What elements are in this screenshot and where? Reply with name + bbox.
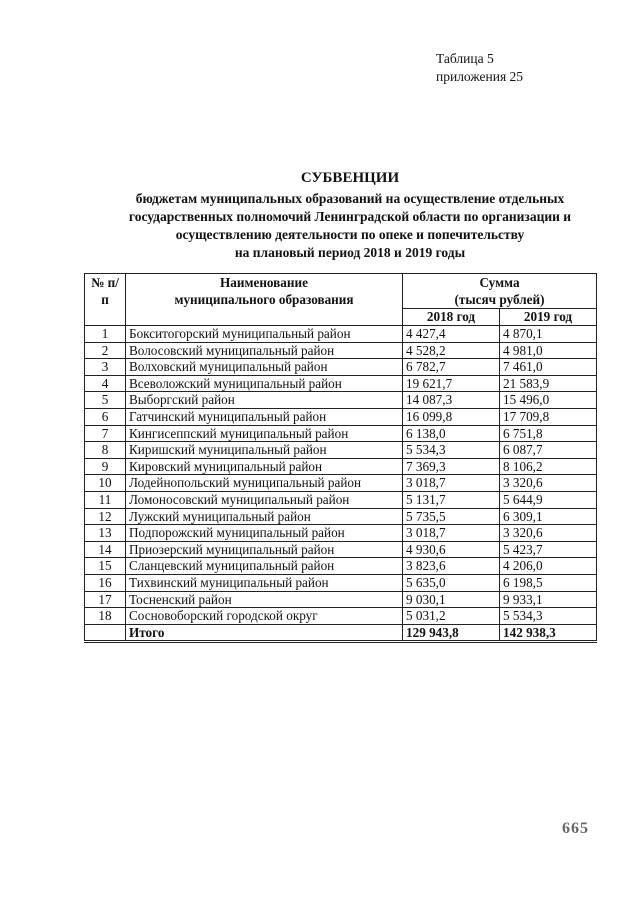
table-row — [85, 342, 597, 359]
table-row — [85, 458, 597, 475]
row-value-2018: 7 369,3 — [403, 458, 500, 475]
row-value-2018: 19 621,7 — [403, 375, 500, 392]
row-municipality: Бокситогорский муниципальный район — [126, 326, 403, 343]
row-number: 12 — [85, 508, 126, 525]
col-header-name-line2: муниципального образования — [174, 292, 354, 307]
title-line-1: бюджетам муниципальных образований на осуществление отдельных — [135, 191, 565, 206]
row-value-2018: 3 018,7 — [403, 525, 500, 542]
row-value-2019: 5 534,3 — [500, 608, 597, 625]
row-municipality: Киришский муниципальный район — [126, 442, 403, 459]
title-line-3: осуществлению деятельности по опеке и попечительству — [175, 227, 525, 242]
table-row — [85, 442, 597, 459]
table-row — [85, 558, 597, 575]
table-row — [85, 491, 597, 508]
row-value-2018: 14 087,3 — [403, 392, 500, 409]
table-row — [85, 359, 597, 376]
row-number: 16 — [85, 574, 126, 591]
row-municipality: Выборгский район — [126, 392, 403, 409]
document-title — [60, 169, 640, 262]
table-row — [85, 326, 597, 343]
table-row — [85, 525, 597, 542]
row-value-2018: 6 138,0 — [403, 425, 500, 442]
col-header-sum — [403, 274, 597, 309]
row-number: 8 — [85, 442, 126, 459]
table-reference — [436, 50, 523, 86]
title-main: СУБВЕНЦИИ — [300, 170, 400, 186]
row-municipality: Лужский муниципальный район — [126, 508, 403, 525]
row-value-2019: 9 933,1 — [500, 591, 597, 608]
row-number: 1 — [85, 326, 126, 343]
row-number: 11 — [85, 491, 126, 508]
row-municipality: Подпорожский муниципальный район — [126, 525, 403, 542]
col-header-2018: 2018 год — [403, 309, 500, 326]
row-municipality: Приозерский муниципальный район — [126, 541, 403, 558]
row-number: 15 — [85, 558, 126, 575]
table-body — [85, 326, 597, 625]
row-value-2018: 4 930,6 — [403, 541, 500, 558]
row-number: 10 — [85, 475, 126, 492]
total-label: Итого — [126, 624, 403, 642]
row-value-2019: 6 309,1 — [500, 508, 597, 525]
row-municipality: Волховский муниципальный район — [126, 359, 403, 376]
row-municipality: Тосненский район — [126, 591, 403, 608]
col-header-name-line1: Наименование — [220, 275, 308, 290]
row-value-2019: 7 461,0 — [500, 359, 597, 376]
row-municipality: Ломоносовский муниципальный район — [126, 491, 403, 508]
title-line-4: на плановый период 2018 и 2019 годы — [234, 245, 466, 260]
col-header-sum-line2: (тысяч рублей) — [454, 292, 545, 307]
row-value-2018: 3 823,6 — [403, 558, 500, 575]
title-line-2: государственных полномочий Ленинградской области по организации и — [128, 209, 572, 224]
row-value-2019: 6 751,8 — [500, 425, 597, 442]
row-municipality: Тихвинский муниципальный район — [126, 574, 403, 591]
row-number: 9 — [85, 458, 126, 475]
row-value-2018: 5 635,0 — [403, 574, 500, 591]
table-row — [85, 425, 597, 442]
row-municipality: Волосовский муниципальный район — [126, 342, 403, 359]
row-value-2018: 6 782,7 — [403, 359, 500, 376]
row-value-2019: 3 320,6 — [500, 475, 597, 492]
row-value-2018: 4 427,4 — [403, 326, 500, 343]
row-number: 13 — [85, 525, 126, 542]
row-value-2019: 5 644,9 — [500, 491, 597, 508]
col-header-2019: 2019 год — [500, 309, 597, 326]
row-number: 2 — [85, 342, 126, 359]
table-row — [85, 392, 597, 409]
row-value-2018: 9 030,1 — [403, 591, 500, 608]
table-row — [85, 541, 597, 558]
row-number: 7 — [85, 425, 126, 442]
row-value-2019: 4 981,0 — [500, 342, 597, 359]
row-value-2019: 6 198,5 — [500, 574, 597, 591]
row-value-2019: 6 087,7 — [500, 442, 597, 459]
row-municipality: Гатчинский муниципальный район — [126, 408, 403, 425]
total-row — [85, 624, 597, 642]
col-header-number: № п/п — [85, 274, 126, 326]
table-row — [85, 608, 597, 625]
row-number: 14 — [85, 541, 126, 558]
row-number: 18 — [85, 608, 126, 625]
table-label: Таблица 5 — [436, 51, 494, 66]
table-row — [85, 508, 597, 525]
row-value-2019: 8 106,2 — [500, 458, 597, 475]
row-number: 6 — [85, 408, 126, 425]
row-value-2019: 4 870,1 — [500, 326, 597, 343]
row-municipality: Всеволожский муниципальный район — [126, 375, 403, 392]
row-value-2019: 15 496,0 — [500, 392, 597, 409]
row-value-2018: 5 031,2 — [403, 608, 500, 625]
row-number: 3 — [85, 359, 126, 376]
row-value-2019: 3 320,6 — [500, 525, 597, 542]
row-value-2018: 3 018,7 — [403, 475, 500, 492]
page-number: 665 — [562, 820, 589, 837]
table-row — [85, 591, 597, 608]
total-2018: 129 943,8 — [403, 624, 500, 642]
total-2019: 142 938,3 — [500, 624, 597, 642]
row-number: 4 — [85, 375, 126, 392]
row-municipality: Кингисеппский муниципальный район — [126, 425, 403, 442]
row-value-2018: 5 735,5 — [403, 508, 500, 525]
subsidies-table — [84, 273, 597, 643]
row-value-2019: 5 423,7 — [500, 541, 597, 558]
row-number: 17 — [85, 591, 126, 608]
row-value-2019: 21 583,9 — [500, 375, 597, 392]
row-number: 5 — [85, 392, 126, 409]
row-value-2018: 16 099,8 — [403, 408, 500, 425]
table-row — [85, 475, 597, 492]
row-value-2018: 5 131,7 — [403, 491, 500, 508]
col-header-name — [126, 274, 403, 326]
row-municipality: Лодейнопольский муниципальный район — [126, 475, 403, 492]
appendix-label: приложения 25 — [436, 69, 524, 84]
table-row — [85, 574, 597, 591]
row-municipality: Сланцевский муниципальный район — [126, 558, 403, 575]
row-value-2019: 17 709,8 — [500, 408, 597, 425]
table-row — [85, 408, 597, 425]
table-row — [85, 375, 597, 392]
row-municipality: Кировский муниципальный район — [126, 458, 403, 475]
row-value-2019: 4 206,0 — [500, 558, 597, 575]
row-value-2018: 5 534,3 — [403, 442, 500, 459]
total-number-cell — [85, 624, 126, 642]
row-value-2018: 4 528,2 — [403, 342, 500, 359]
row-municipality: Сосновоборский городской округ — [126, 608, 403, 625]
col-header-sum-line1: Сумма — [479, 275, 520, 290]
